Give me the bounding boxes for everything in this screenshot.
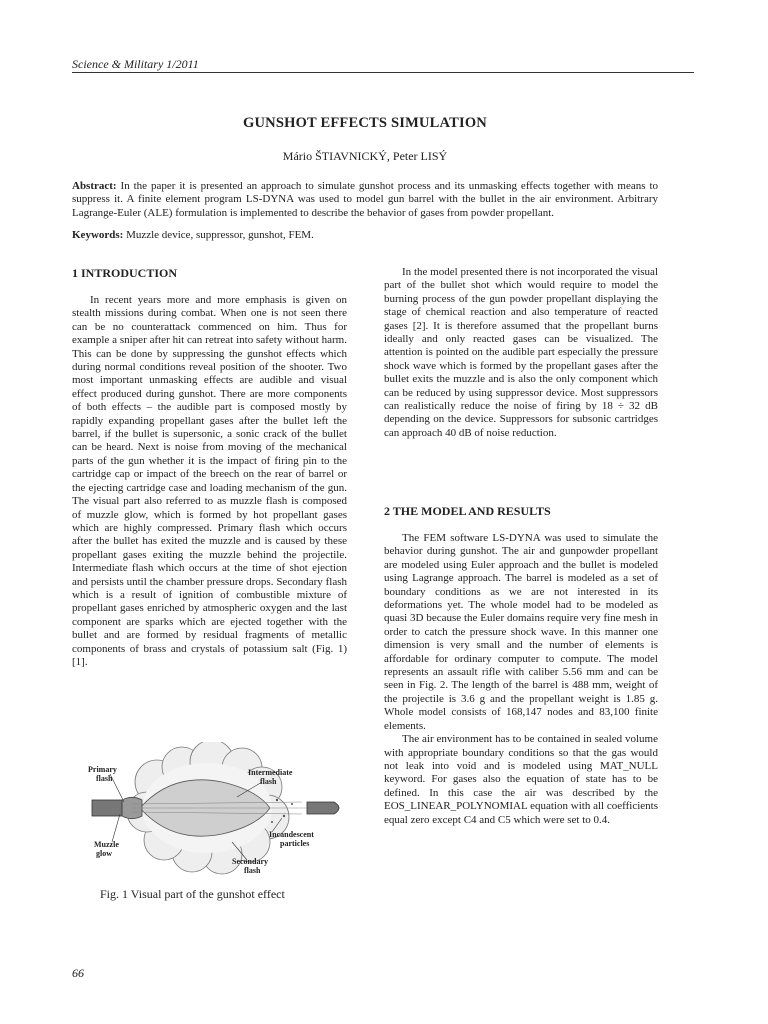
section1-heading: 1 INTRODUCTION (72, 266, 178, 280)
label-primary-flash-2: flash (96, 774, 113, 783)
model-paragraph-2: The air environment has to be contained in sealed volume with appropriate boundary conditions so that the gas would not leak into void and is modeled using MAT_NULL keyword. For gases also the equation of state has to be defined. In this case the air was described by the EOS_LINEAR_POLYNOMIAL equation with all coefficients equal zero except C4 and C5 which were set to 0.4. (384, 733, 658, 826)
left-column (72, 294, 347, 669)
page-number: 66 (72, 966, 84, 980)
right-column-top (384, 266, 658, 440)
paper-title: GUNSHOT EFFECTS SIMULATION (243, 115, 487, 131)
abstract-text: In the paper it is presented an approach to simulate gunshot process and its unmasking effects together with means to suppress it. A finite element program LS-DYNA was used to model gun barrel with the bullet in the air environment. Arbitrary Lagrange-Euler (ALE) formulation is implemented to describe the behavior of gases from powder propellant. (72, 180, 658, 219)
right-column-bottom (384, 532, 658, 827)
label-muzzle-glow-1: Muzzle (94, 840, 119, 849)
label-muzzle-glow-2: glow (96, 849, 112, 858)
label-incandescent-2: particles (280, 839, 310, 848)
figure-1-caption: Fig. 1 Visual part of the gunshot effect (100, 887, 285, 901)
keywords-label: Keywords: (72, 229, 124, 241)
label-incandescent-1: Incandescent (269, 830, 314, 839)
label-primary-flash-1: Primary (88, 765, 117, 774)
journal-header: Science & Military 1/2011 (72, 57, 199, 71)
label-intermediate-flash-2: flash (260, 777, 277, 786)
abstract-label: Abstract: (72, 180, 117, 192)
keywords (72, 229, 658, 241)
abstract (72, 180, 658, 220)
header-rule (72, 72, 694, 73)
paper-authors: Mário ŠTIAVNICKÝ, Peter LISÝ (282, 149, 448, 163)
label-intermediate-flash-1: Intermediate (248, 768, 293, 777)
intro-paragraph-2: In the model presented there is not incorporated the visual part of the bullet shot which would require to model the burning process of the gun powder propellant displaying the stage of chemical reaction and also temperature of reacted gases [2]. It is therefore assumed that the propellant burns ideally and only reacted gases can be visualized. The attention is pointed on the audible part especially the pressure shock wave which is formed by the propellant gases after the bullet exits the muzzle and is also the only component which can be reduced by using suppressor device. Most suppressors can realistically reduce the noise of firing by 18 ÷ 32 dB depending on the device. Suppressors for subsonic cartridges can approach 40 dB of noise reduction. (384, 266, 658, 439)
intro-paragraph-1: In recent years more and more emphasis is given on stealth missions during combat. When one is not seen there can be no counterattack commenced on him. Thus for example a sniper after hit can retreat into safety without harm. This can be done by suppressing the gunshot effects which during normal conditions reveal position of the shooter. Two most important unmasking effects are audible and visual effect produced during gunshot. There are more components of both effects – the audible part is composed mostly by rapidly expanding propellant gases after the bullet left the barrel, if the bullet is supersonic, a sonic crack of the bullet can be heard. Next is noise from moving of the mechanical parts of the gun whether it is the impact of firing pin to the cartridge cap or impact of the breech on the rear of barrel or the ejecting cartridge case and loading mechanism of the gun. The visual part also referred to as muzzle flash is composed of muzzle glow, which is formed by hot propellant gases which are highly compressed. Primary flash which occurs after the bullet has exited the muzzle and is caused by these propellant gases exiting the muzzle behind the projectile. Intermediate flash which occurs at the time of shot ejection and persists until the chamber pressure drops. Secondary flash which is a result of ignition of combustible mixture of propellant gases enriched by atmospheric oxygen and the last component are sparks which are ejected together with the bullet and are formed by residual fragments of metallic components of brass and crystals of potassium salt (Fig. 1) [1]. (72, 294, 347, 668)
section2-heading: 2 THE MODEL AND RESULTS (384, 504, 551, 518)
model-paragraph-1: The FEM software LS-DYNA was used to simulate the behavior during gunshot. The air and gunpowder propellant are modeled using Euler approach and the bullet is modeled using Lagrange approach. The barrel is modeled as a set of boundary conditions as we are not interested in its deformations yet. The whole model had to be modeled as quasi 3D because the Euler domains require very fine mesh in order to catch the pressure shock wave. In this manner one dimension is very small and the number of elements is affordable for ordinary computer to compute. The model represents an assault rifle with caliber 5.56 mm and can be seen in Fig. 2. The length of the barrel is 488 mm, weight of the projectile is 3.6 g and the propellant weight is 1.85 g. Whole model consists of 168,147 nodes and 83,100 finite elements. (384, 532, 658, 732)
label-secondary-flash-2: flash (244, 866, 261, 875)
label-secondary-flash-1: Secondary (232, 857, 268, 866)
figure-1-diagram (72, 742, 347, 884)
keywords-text: Muzzle device, suppressor, gunshot, FEM. (123, 229, 314, 241)
